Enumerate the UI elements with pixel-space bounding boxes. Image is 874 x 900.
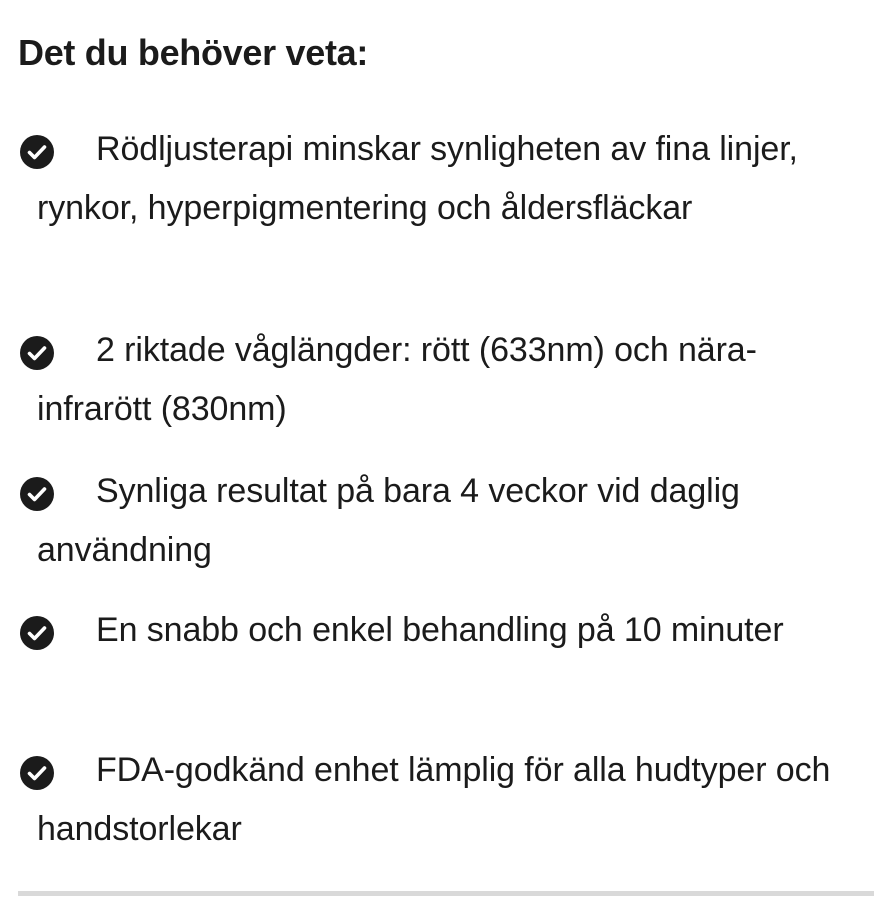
list-item (20, 321, 865, 439)
feature-text: Rödljusterapi minskar synligheten av fina linjer, rynkor, hyperpigmentering och åldersfläckar (37, 130, 798, 227)
section-title: Det du behöver veta: (18, 32, 369, 73)
check-circle-icon (20, 135, 54, 169)
divider (18, 891, 874, 896)
feature-text: Synliga resultat på bara 4 veckor vid daglig användning (37, 472, 740, 569)
check-circle-icon (20, 616, 54, 650)
list-item (20, 462, 865, 580)
feature-text: 2 riktade våglängder: rött (633nm) och nära-infrarött (830nm) (37, 331, 757, 428)
check-circle-icon (20, 756, 54, 790)
list-item (20, 601, 865, 660)
check-circle-icon (20, 336, 54, 370)
list-item (20, 741, 865, 859)
check-circle-icon (20, 477, 54, 511)
feature-text: En snabb och enkel behandling på 10 minuter (96, 611, 784, 649)
feature-text: FDA-godkänd enhet lämplig för alla hudtyper och handstorlekar (37, 751, 831, 848)
list-item (20, 120, 865, 238)
